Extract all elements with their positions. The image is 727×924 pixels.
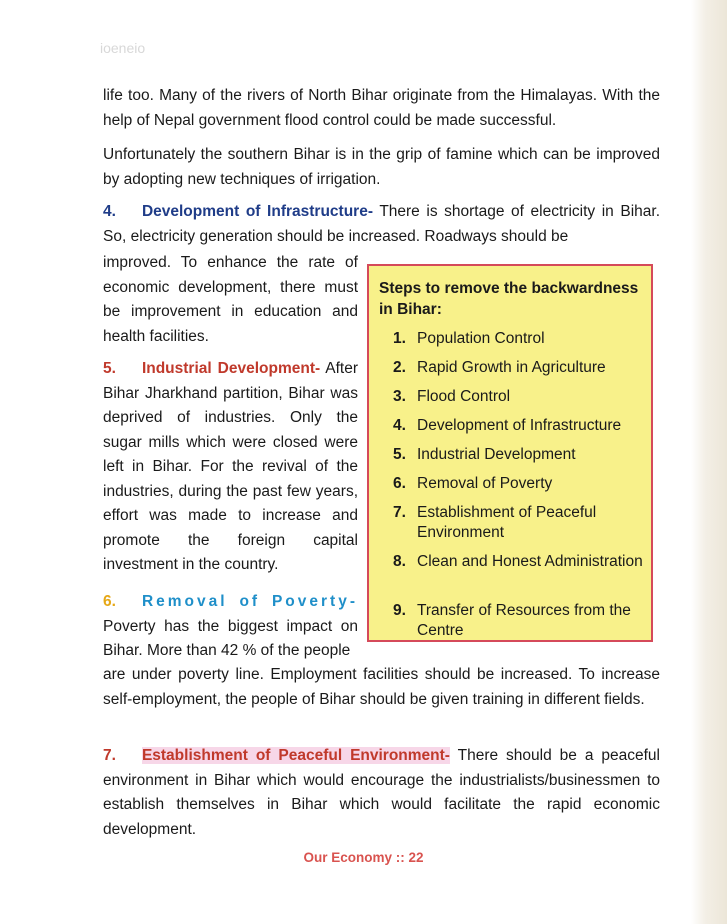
steps-list-item: 1. Population Control — [393, 330, 545, 347]
page-footer: Our Economy :: 22 — [303, 850, 424, 865]
section-4-text: There is shortage of electricity in Bihar. So, electricity generation should be increased. Roadways should be — [103, 203, 661, 245]
section-4-number: 4. — [103, 203, 116, 220]
steps-box — [367, 264, 653, 642]
section-6-narrow — [103, 590, 358, 664]
section-6-text-narrow: Poverty has the biggest impact on Bihar. More than 42 % of the people — [103, 617, 358, 659]
section-7-text: There should be a peaceful environment in Bihar which would encourage the industrialists/businessmen to establish themselves in Bihar which would facilitate the rapid economic development. — [103, 747, 660, 838]
section-5-text: After Bihar Jharkhand partition, Bihar was deprived of industries. Only the sugar mills which were closed were left in Bihar. For the revival of the industries, during the past few years, effort was made to increase and promote the foreign capital investment in the country. — [103, 360, 358, 573]
steps-list-item: 7. Establishment of Peaceful Environment — [393, 504, 597, 541]
steps-list-item: 2. Rapid Growth in Agriculture — [393, 359, 606, 376]
section-5-heading: Industrial Development- — [141, 360, 321, 377]
section-4-intro — [103, 200, 660, 249]
section-4-heading: Development of Infrastructure- — [141, 203, 373, 220]
page-edge-shadow — [691, 0, 727, 924]
section-6-text-full: are under poverty line. Employment facilities should be increased. To increase self-employment, the people of Bihar should be given training in different fields. — [103, 666, 660, 708]
section-4-text-narrow: improved. To enhance the rate of economic development, there must be improvement in education and health facilities. — [103, 254, 358, 345]
section-6-heading: Removal of Poverty- — [141, 593, 358, 610]
paragraph-famine: Unfortunately the southern Bihar is in the grip of famine which can be improved by adopting new techniques of irrigation. — [103, 146, 660, 188]
steps-list-item: 3. Flood Control — [393, 388, 511, 405]
bleed-through-text: ioeneio — [100, 40, 146, 56]
section-7-heading: Establishment of Peaceful Environment- — [141, 747, 450, 764]
steps-list-item: 8. Clean and Honest Administration — [393, 553, 643, 570]
steps-list-item: 6. Removal of Poverty — [393, 475, 553, 492]
section-5-number: 5. — [103, 360, 116, 377]
steps-list-item: 9. Transfer of Resources from the Centre — [393, 602, 631, 639]
section-7 — [103, 744, 660, 842]
steps-list-item: 4. Development of Infrastructure — [393, 417, 622, 434]
section-6-number: 6. — [103, 593, 116, 610]
steps-list-item: 5. Industrial Development — [393, 446, 576, 463]
steps-box-title: Steps to remove the backwardness in Bihar: — [379, 280, 639, 318]
paragraph-rivers: life too. Many of the rivers of North Bihar originate from the Himalayas. With the help of Nepal government flood control could be made successful. — [103, 87, 660, 129]
section-5 — [103, 357, 358, 578]
section-7-number: 7. — [103, 747, 116, 764]
